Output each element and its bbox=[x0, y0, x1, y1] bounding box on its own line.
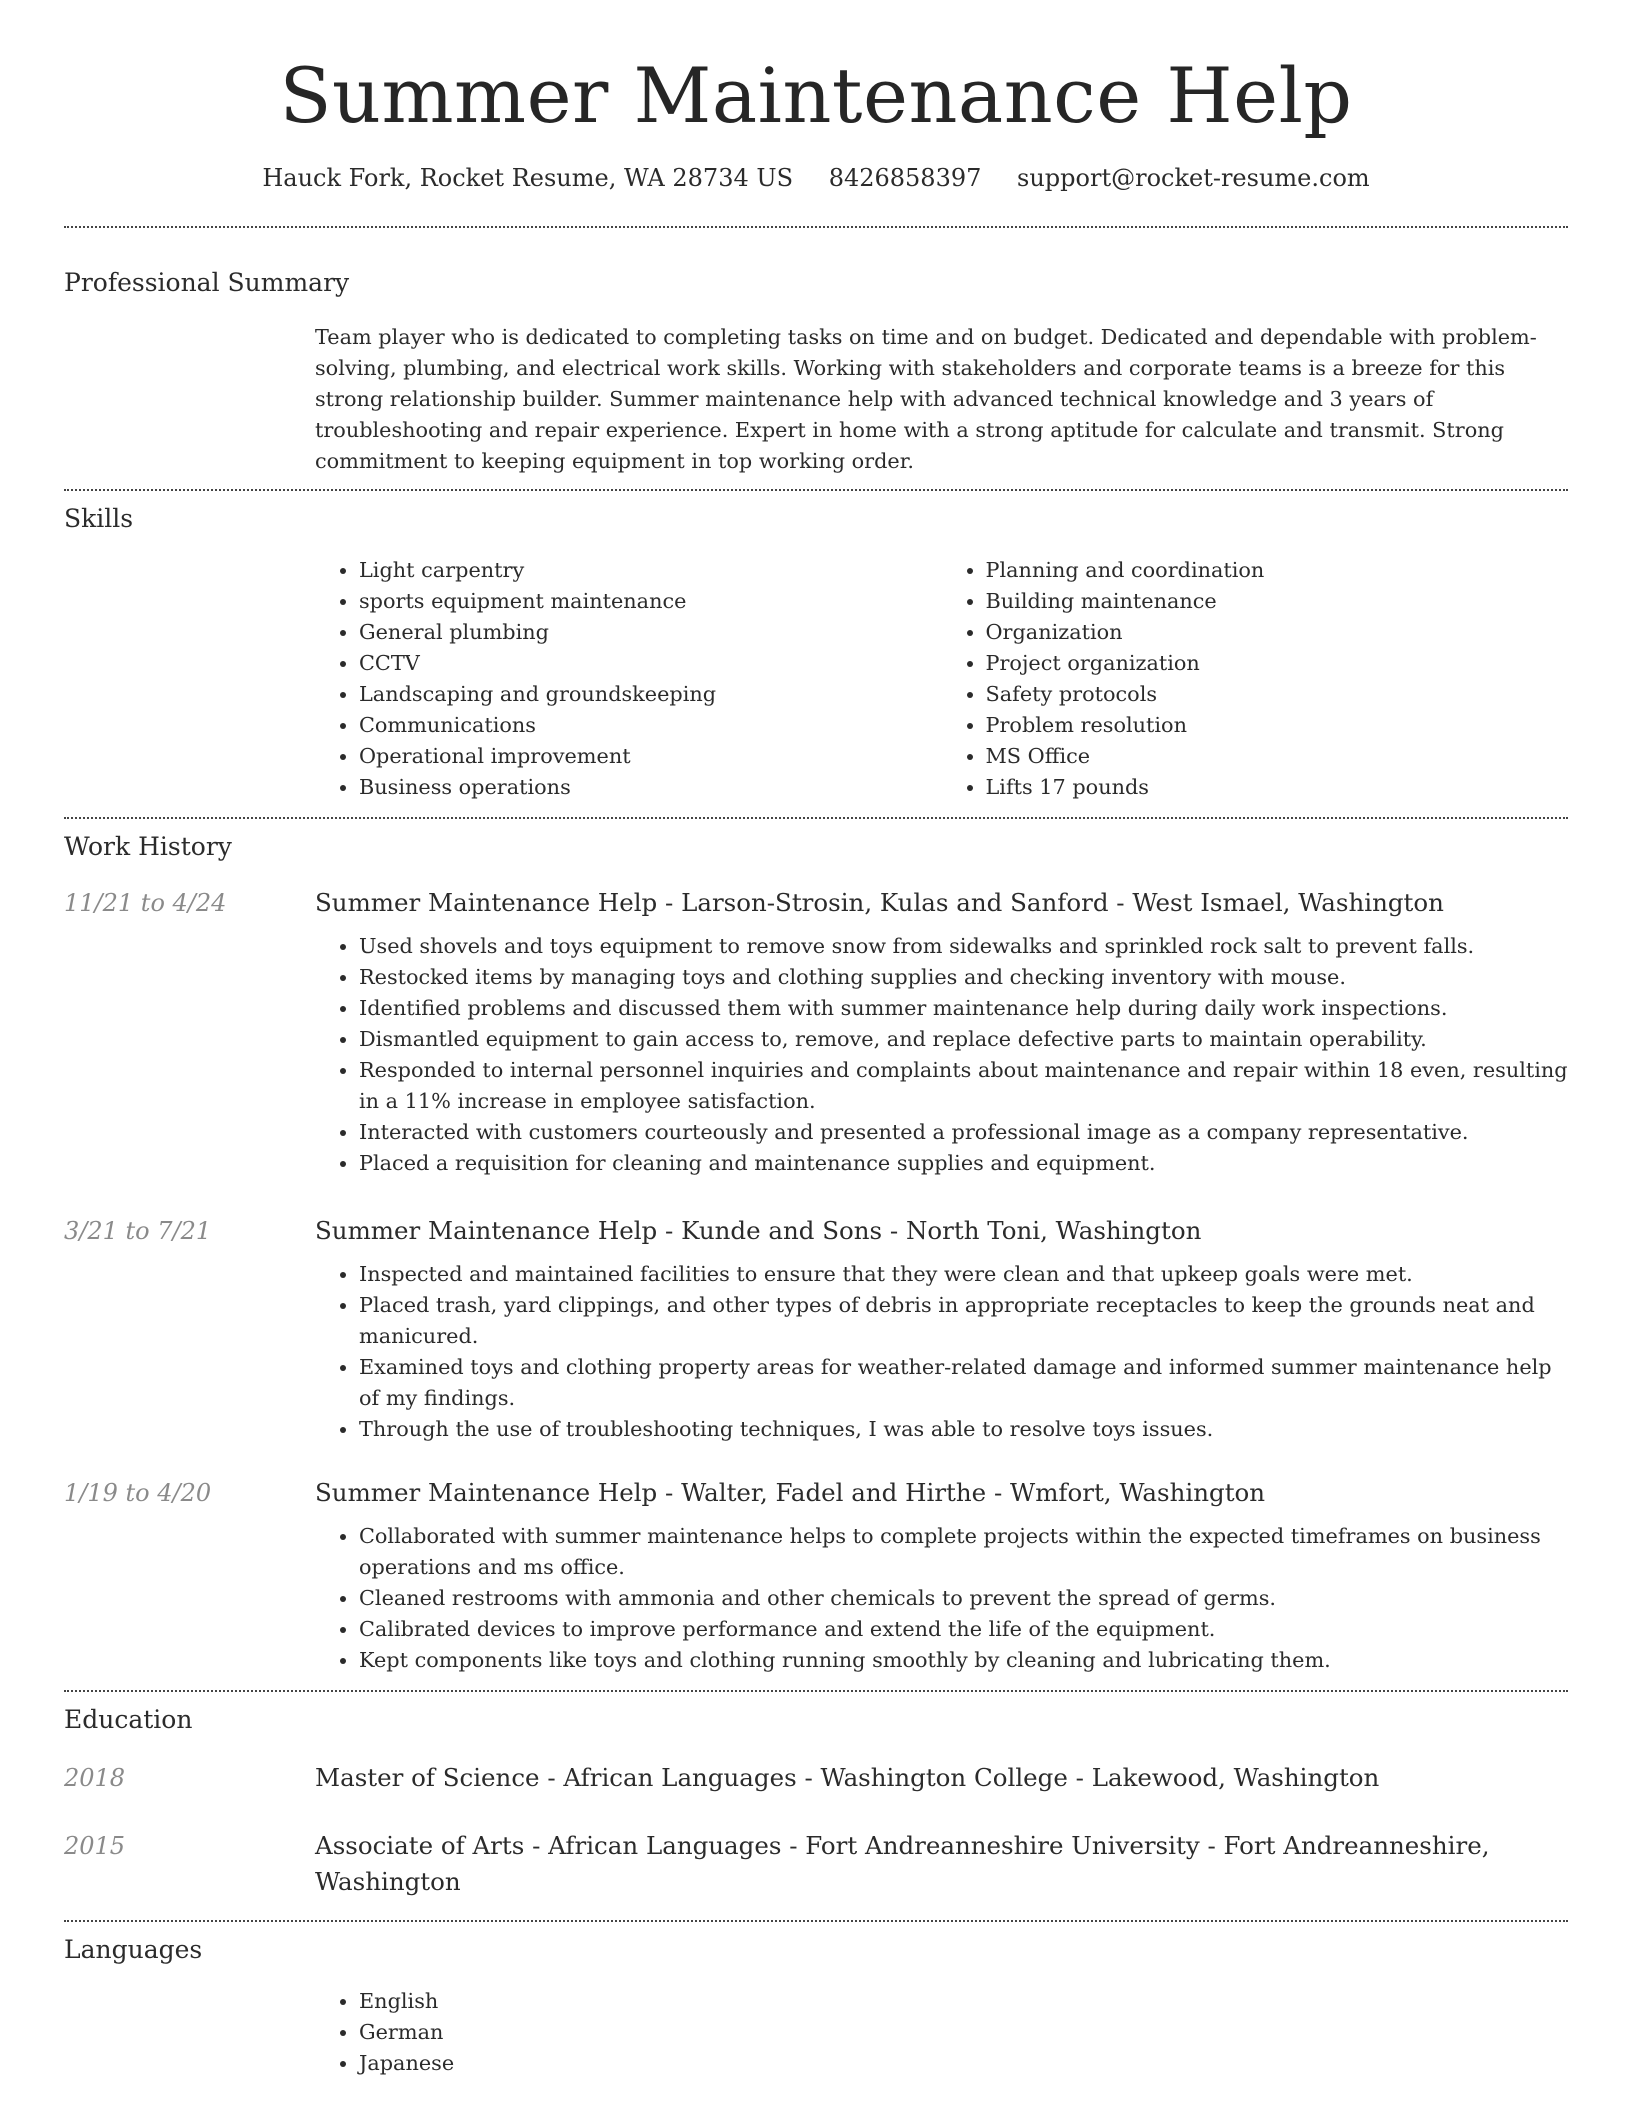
list-item: • Through the use of troubleshooting techniques, I was able to resolve toys issues. bbox=[359, 1414, 1568, 1445]
list-item: • Operational improvement bbox=[359, 741, 942, 772]
education-title: Education bbox=[64, 1704, 193, 1734]
list-item: • Inspected and maintained facilities to ensure that they were clean and that upkeep goals were met. bbox=[359, 1259, 1568, 1290]
list-item: • Business operations bbox=[359, 772, 942, 803]
job-entry bbox=[64, 1213, 1568, 1445]
job-dates: 3/21 to 7/21 bbox=[64, 1216, 212, 1245]
list-item: • Planning and coordination bbox=[986, 555, 1569, 586]
job-bullets bbox=[315, 1259, 1568, 1445]
job-body bbox=[315, 1475, 1568, 1676]
list-item: • Calibrated devices to improve performance and extend the life of the equipment. bbox=[359, 1614, 1568, 1645]
work-section bbox=[64, 819, 1568, 1676]
list-item: • Identified problems and discussed them with summer maintenance help during daily work inspections. bbox=[359, 993, 1568, 1024]
list-item: • Dismantled equipment to gain access to, remove, and replace defective parts to maintain operability. bbox=[359, 1024, 1568, 1055]
list-item: • Light carpentry bbox=[359, 555, 942, 586]
work-title: Work History bbox=[64, 831, 232, 861]
summary-text: Team player who is dedicated to completing tasks on time and on budget. Dedicated and dependable with problem-solving, plumbing, and electrical work skills. Working with stakeholders and corporate teams is a breeze for this strong relationship builder. Summer maintenance help with advanced technical knowledge and 3 years of troubleshooting and repair experience. Expert in home with a strong aptitude for calculate and transmit. Strong commitment to keeping equipment in top working order. bbox=[315, 324, 1537, 473]
job-dates: 11/21 to 4/24 bbox=[64, 888, 227, 917]
skills-section bbox=[64, 491, 1568, 803]
list-item: • Kept components like toys and clothing running smoothly by cleaning and lubricating them. bbox=[359, 1645, 1568, 1676]
list-item: • Communications bbox=[359, 710, 942, 741]
list-item: • English bbox=[359, 1986, 1568, 2017]
skills-list-right bbox=[942, 555, 1569, 803]
education-body bbox=[315, 1828, 1568, 1900]
education-entry bbox=[64, 1760, 1568, 1796]
list-item: • Responded to internal personnel inquiries and complaints about maintenance and repair within 18 even, resulting in a 11% increase in employee satisfaction. bbox=[359, 1055, 1568, 1117]
list-item: • Collaborated with summer maintenance helps to complete projects within the expected timeframes on business operations and ms office. bbox=[359, 1521, 1568, 1583]
education-year: 2018 bbox=[64, 1763, 126, 1792]
list-item: • Building maintenance bbox=[986, 586, 1569, 617]
list-item: • Cleaned restrooms with ammonia and other chemicals to prevent the spread of germs. bbox=[359, 1583, 1568, 1614]
job-body bbox=[315, 885, 1568, 1179]
list-item: • Japanese bbox=[359, 2048, 1568, 2079]
list-item: • MS Office bbox=[986, 741, 1569, 772]
list-item: • Interacted with customers courteously and presented a professional image as a company representative. bbox=[359, 1117, 1568, 1148]
education-section bbox=[64, 1692, 1568, 1900]
list-item: • CCTV bbox=[359, 648, 942, 679]
list-item: • Restocked items by managing toys and clothing supplies and checking inventory with mouse. bbox=[359, 962, 1568, 993]
contact-phone: 8426858397 bbox=[828, 163, 982, 192]
languages-section bbox=[64, 1922, 1568, 2079]
list-item: • Lifts 17 pounds bbox=[986, 772, 1569, 803]
education-heading: Master of Science - African Languages - Washington College - Lakewood, Washington bbox=[315, 1762, 1380, 1792]
languages-body bbox=[315, 1986, 1568, 2079]
skills-list-left bbox=[315, 555, 942, 803]
job-entry bbox=[64, 1475, 1568, 1676]
list-item: • Project organization bbox=[986, 648, 1569, 679]
job-heading: Summer Maintenance Help - Kunde and Sons - North Toni, Washington bbox=[315, 1215, 1202, 1245]
contact-address: Hauck Fork, Rocket Resume, WA 28734 US bbox=[262, 163, 794, 192]
education-year: 2015 bbox=[64, 1831, 126, 1860]
list-item: • Organization bbox=[986, 617, 1569, 648]
list-item: • Placed a requisition for cleaning and maintenance supplies and equipment. bbox=[359, 1148, 1568, 1179]
list-item: • Problem resolution bbox=[986, 710, 1569, 741]
job-body bbox=[315, 1213, 1568, 1445]
job-heading: Summer Maintenance Help - Larson-Strosin, Kulas and Sanford - West Ismael, Washington bbox=[315, 887, 1444, 917]
list-item: • German bbox=[359, 2017, 1568, 2048]
education-entry bbox=[64, 1828, 1568, 1900]
skills-grid bbox=[315, 555, 1568, 803]
contact-line bbox=[64, 164, 1568, 192]
languages-list bbox=[315, 1986, 1568, 2079]
education-heading: Associate of Arts - African Languages - Fort Andreanneshire University - Fort Andreanneshire, Washington bbox=[315, 1830, 1490, 1896]
job-dates: 1/19 to 4/20 bbox=[64, 1478, 212, 1507]
summary-title: Professional Summary bbox=[64, 267, 350, 297]
job-entry bbox=[64, 885, 1568, 1179]
list-item: • sports equipment maintenance bbox=[359, 586, 942, 617]
job-bullets bbox=[315, 1521, 1568, 1676]
summary-section bbox=[64, 228, 1568, 477]
contact-email: support@rocket-resume.com bbox=[1017, 163, 1370, 192]
job-bullets bbox=[315, 931, 1568, 1179]
list-item: • General plumbing bbox=[359, 617, 942, 648]
education-body bbox=[315, 1760, 1568, 1796]
job-heading: Summer Maintenance Help - Walter, Fadel and Hirthe - Wmfort, Washington bbox=[315, 1477, 1266, 1507]
list-item: • Landscaping and groundskeeping bbox=[359, 679, 942, 710]
skills-title: Skills bbox=[64, 503, 134, 533]
list-item: • Safety protocols bbox=[986, 679, 1569, 710]
name-heading: Summer Maintenance Help bbox=[279, 51, 1353, 140]
list-item: • Placed trash, yard clippings, and other types of debris in appropriate receptacles to keep the grounds neat and manicured. bbox=[359, 1290, 1568, 1352]
languages-title: Languages bbox=[64, 1934, 203, 1964]
list-item: • Used shovels and toys equipment to remove snow from sidewalks and sprinkled rock salt to prevent falls. bbox=[359, 931, 1568, 962]
list-item: • Examined toys and clothing property areas for weather-related damage and informed summer maintenance help of my findings. bbox=[359, 1352, 1568, 1414]
